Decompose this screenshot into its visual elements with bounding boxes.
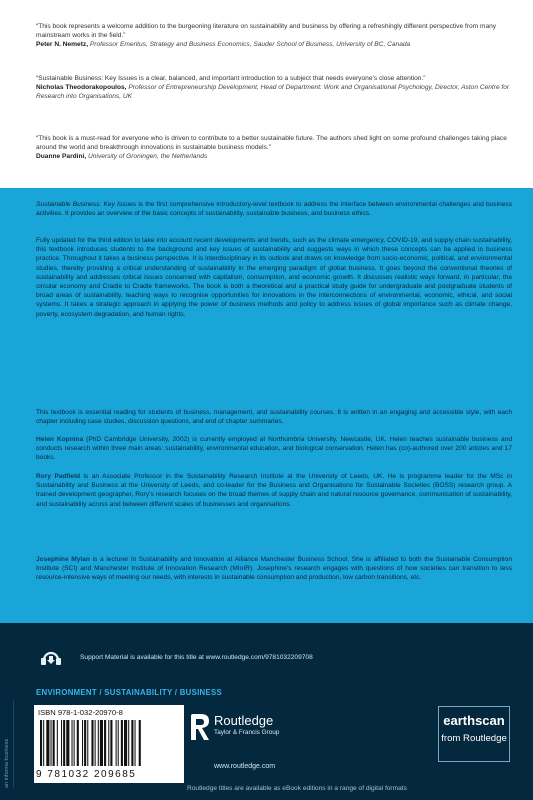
author-name: Rory Padfield bbox=[36, 473, 81, 480]
quote-text: “Sustainable Business: Key Issues is a clear, balanced, and important introduction to a subject that needs everyone’s close attention.” bbox=[36, 75, 426, 82]
barcode-bar bbox=[43, 720, 44, 766]
author-bio bbox=[36, 555, 512, 583]
barcode-bar bbox=[61, 720, 62, 766]
author-bio-text: is a lecturer in Sustainability and Innovation at Alliance Manchester Business School. She is affiliated to both the Sustainable Consumption Institute (SCI) and Manchester Institute of Innovation Research (MIoIR). Josephine’s research engages with questions of how societies can transition to less resource-intensive ways of meeting our needs, with interests in sustainable consumption and production, low carbon transitions, etc. bbox=[36, 556, 512, 582]
isbn-label: ISBN 978-1-032-20970-8 bbox=[38, 708, 123, 717]
barcode-image bbox=[38, 720, 178, 766]
quote-author: Peter N. Nemetz, bbox=[36, 41, 89, 48]
barcode-bar bbox=[40, 720, 42, 766]
barcode-bar bbox=[72, 720, 73, 766]
barcode-bar bbox=[77, 720, 79, 766]
support-strip bbox=[0, 623, 533, 683]
barcode-bar bbox=[135, 720, 136, 766]
ebook-note: Routledge titles are available as eBook editions in a range of digital formats bbox=[187, 785, 407, 792]
barcode-bar bbox=[108, 720, 109, 766]
endorsement-quote bbox=[36, 74, 512, 101]
author-bio-text: (PhD Cambridge University, 2002) is currently employed at Northumbria University, Newcastle, UK. Helen teaches sustainable business and conducts research within three main areas: sustainability, environmental education, and biological conservation. Helen has (co)-authored over 200 articles and 17 books. bbox=[36, 436, 512, 462]
barcode-bar bbox=[53, 720, 55, 766]
quote-author-role: Professor Emeritus, Strategy and Business Economics, Sauder School of Business, University of BC, Canada bbox=[89, 41, 411, 48]
support-material-icon bbox=[38, 647, 64, 667]
barcode-bar bbox=[95, 720, 96, 766]
quote-text: “This book represents a welcome addition to the burgeoning literature on sustainability and business by offering a refreshingly different perspective from many mainstream works in the field.” bbox=[36, 23, 497, 39]
barcode-bar bbox=[110, 720, 112, 766]
author-bio bbox=[36, 472, 512, 509]
barcode-bar bbox=[66, 720, 69, 766]
barcode-bar bbox=[139, 720, 141, 766]
barcode-bar bbox=[116, 720, 117, 766]
intro-text: is the first comprehensive introductory-level textbook to address the interface between environmental challenges and business activities. It provides an overview of the basic concepts of sustainability, sustainable business, and business ethics. bbox=[36, 201, 512, 218]
barcode-bar bbox=[63, 720, 65, 766]
description-paragraph: Fully updated for the third edition to take into account recent developments and trends, such as the climate emergency, COVID-19, and supply chain sustainability, this textbook introduces students to the background and key issues of sustainability and suggests ways in which these concepts can be applied in business practice. Throughout it takes a business perspective. It is interdisciplinary in its outlook and draws on knowledge from socio-economic, political, and environmental studies, thereby providing a critical understanding of sustainability in the emerging paradigm of global business. It goes beyond the conventional theories of sustainability and addresses critical issues concerned with capitalism, consumption, and economic growth. It discusses realistic ways forward, in particular, the circular economy and Cradle to Cradle frameworks. The book is both a theoretical and a practical study guide for undergraduate and postgraduate students of broad areas of sustainability, teaching ways to recognise opportunities for innovations in the interconnections of environmental, economic, ethical, and social systems. It takes a strategic approach in applying the power of business methods and policy to address issues of global importance such as climate change, poverty, ecosystem degradation, and human rights. bbox=[36, 237, 512, 318]
barcode-bar bbox=[124, 720, 127, 766]
quote-author-role: Professor of Entrepreneurship Development, Head of Department: Work and Organisational Psychology, Director, Aston Centre for Research into Organisations, UK bbox=[36, 84, 510, 100]
barcode-bar bbox=[51, 720, 52, 766]
audience-paragraph: This textbook is essential reading for students of business, management, and sustainability courses. It is written in an engaging and accessible style, with each chapter including case studies, discussion questions, and end of chapter summaries. bbox=[36, 409, 512, 426]
quote-text: “This book is a must-read for everyone who is driven to contribute to a better sustainable future. The authors shed light on some profound challenges taking place around the world and breakthrough innovations in sustainable business models.” bbox=[36, 135, 507, 151]
book-title-italic: Sustainable Business: Key Issues bbox=[36, 201, 137, 208]
author-name: Helen Kopnina bbox=[36, 436, 84, 443]
barcode-bar bbox=[118, 720, 119, 766]
barcode-bar bbox=[104, 720, 106, 766]
barcode-bar bbox=[131, 720, 133, 766]
publisher-group: Taylor & Francis Group bbox=[214, 729, 280, 736]
barcode-bar bbox=[128, 720, 129, 766]
barcode-bar bbox=[98, 720, 99, 766]
publisher-url: www.routledge.com bbox=[214, 763, 276, 770]
vertical-spine-text bbox=[4, 700, 14, 790]
barcode-bar bbox=[74, 720, 75, 766]
author-bio-text: is an Associate Professor in the Sustainability Research Institute at the University of Leeds, UK. He is programme leader for the MSc in Sustainability and Business at the University of Leeds, and co-leader for the Business and Organisations for Sustainable Societies (BOSS) research group. A trained development geographer, Rory’s research focuses on the broad themes of supply chain and natural resource governance, communication of sustainability, and sustainability across and between different scales of businesses and organisations. bbox=[36, 473, 512, 508]
routledge-logo-icon bbox=[188, 712, 212, 742]
barcode-number: 9 781032 209685 bbox=[36, 769, 137, 780]
publisher-name: Routledge bbox=[214, 713, 274, 728]
barcode-bar bbox=[82, 720, 83, 766]
quote-author-role: University of Groningen, the Netherlands bbox=[88, 153, 208, 160]
barcode-bar bbox=[121, 720, 123, 766]
quote-author: Nicholas Theodorakopoulos, bbox=[36, 84, 127, 91]
barcode-bar bbox=[46, 720, 49, 766]
barcode-bar bbox=[87, 720, 88, 766]
barcode-bar bbox=[100, 720, 103, 766]
informa-tagline: an informa business bbox=[4, 738, 10, 788]
barcode-bar bbox=[91, 720, 93, 766]
intro-paragraph bbox=[36, 200, 512, 218]
author-name: Josephine Mylan bbox=[36, 556, 90, 563]
quote-author: Duanne Pardini, bbox=[36, 153, 87, 160]
barcode-bar bbox=[57, 720, 58, 766]
endorsements-section bbox=[0, 0, 533, 188]
imprint-sub: from Routledge bbox=[441, 733, 507, 744]
support-material-text: Support Material is available for this title at www.routledge.com/9781032209708 bbox=[80, 654, 313, 661]
barcode-bar bbox=[84, 720, 86, 766]
endorsement-quote bbox=[36, 134, 512, 161]
subject-categories: ENVIRONMENT / SUSTAINABILITY / BUSINESS bbox=[36, 688, 222, 697]
imprint-name: earthscan bbox=[443, 713, 505, 728]
author-bio bbox=[36, 435, 512, 463]
endorsement-quote bbox=[36, 22, 512, 49]
